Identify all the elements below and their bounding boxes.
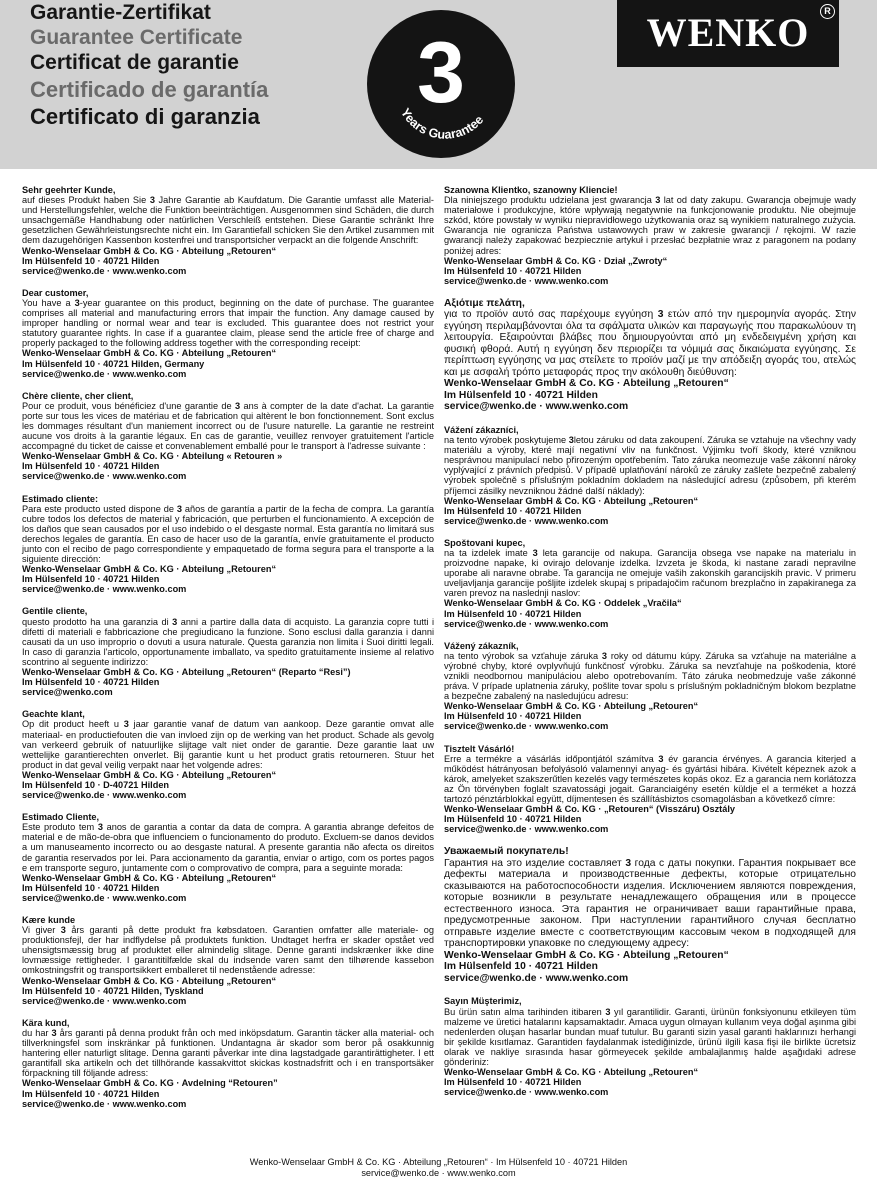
address-line: Wenko-Wenselaar GmbH & Co. KG · Abteilung « Retouren »	[22, 451, 283, 462]
address-line: service@wenko.de · www.wenko.com	[22, 892, 187, 903]
guarantee-block	[444, 538, 856, 629]
guarantee-text: na ta izdelek imate 3 leta garancije od nakupa. Garancija obsega vse napake na materialu in proizvodne napake, ki ovirajo delovanje izdelka. Izvzeta je škoda, ki nastane zaradi nepravilne uporabe ali naravne obrabe. Ta garancija ne omejuje vaših zakonskih garancijskih pravic. V primeru uveljavljanja garancije pošljite izdelek skupaj s pripadajočim računom brezplačno in zapakiranega za varen prevoz na naslednji naslov:	[444, 547, 856, 599]
address-line: Wenko-Wenselaar GmbH & Co. KG · Abteilung „Retouren“	[22, 564, 277, 575]
footer	[0, 1157, 877, 1179]
guarantee-block	[444, 185, 856, 286]
wenko-logo	[617, 0, 839, 67]
title-spanish: Certificado de garantía	[30, 77, 269, 102]
address-line: Im Hülsenfeld 10 · 40721 Hilden	[444, 961, 598, 973]
guarantee-block	[22, 185, 434, 276]
address-line: Wenko-Wenselaar GmbH & Co. KG · Oddelek „Vračila“	[444, 598, 682, 609]
address-line: Wenko-Wenselaar GmbH & Co. KG · Abteilung „Retouren“	[22, 348, 277, 359]
greeting: Уважаемый покупатель!	[444, 846, 569, 858]
address-line: Wenko-Wenselaar GmbH & Co. KG · Avdelning “Retouren”	[22, 1078, 278, 1089]
address-line: Wenko-Wenselaar GmbH & Co. KG · Abteilung „Retouren“	[444, 495, 699, 506]
address-line: Wenko-Wenselaar GmbH & Co. KG · Abteilung „Retouren“	[444, 949, 729, 961]
address-line: Wenko-Wenselaar GmbH & Co. KG · „Retouren“ (Visszáru) Osztály	[444, 804, 735, 815]
footer-contact: service@wenko.de · www.wenko.com	[361, 1168, 516, 1178]
address-line: Wenko-Wenselaar GmbH & Co. KG · Abteilung „Retouren“	[444, 1067, 699, 1078]
guarantee-text: Erre a termékre a vásárlás időpontjától számítva 3 év garancia érvényes. A garancia kiterjed a működést hátrányosan befolyásoló valamennyi anyag- és gyártási hibára. Kivételt képeznek azok a károk, amelyeket szakszerűtlen kezelés vagy természetes kopás okoz. Ez a garancia nem korlátozza az Ön törvényben foglalt szavatossági jogait. Garanciaigény esetén küldje el a terméket a hozzá tartozó pénztárblokkal együtt, díjmentesen és szállításbiztos csomagolásban a következő címre:	[444, 753, 856, 805]
greeting: Szanowna Klientko, szanowny Kliencie!	[444, 185, 618, 195]
guarantee-block	[444, 744, 856, 835]
guarantee-text: na tento výrobok sa vzťahuje záruka 3 roky od dátumu kúpy. Záruka sa vzťahuje na materiálne a výrobné chyby, ktoré ovplyvňujú funkčnosť výrobku. Záruka sa nevzťahuje na poškodenia, ktoré vznikli neodbornou manipuláciou alebo opotrebovaním. Táto záruka neobmedzuje vaše zákonné práva. V prípade uplatnenia záruky, pošlite tovar spolu s príslušným pokladničným blokom bezplatne a bezpečne zabalený na nasledujúcu adresu:	[444, 650, 856, 702]
address-line: Im Hülsenfeld 10 · 40721 Hilden	[444, 389, 598, 401]
guarantee-text: Este produto tem 3 anos de garantia a contar da data de compra. A garantia abrange defeitos de material e de mão-de-obra que influenciem o funcionamento do produto. Excluem-se danos devidos a um manuseamento incorrecto ou ao desgaste natural. A presente garantia não afecta os direitos de garantia reservados por lei. Para accionamento da garantia, enviar o artigo, com os portes pagos e em transporte seguro, juntamente com o comprovativo de compra, para a seguinte morada:	[22, 822, 434, 873]
guarantee-text: Vi giver 3 års garanti på dette produkt fra købsdatoen. Garantien omfatter alle materiale- og produktionsfejl, der har indflydelse på produktets funktion. Undtaget herfra er skader opstået ved uhensigtsmæssig brug af produktet eller almindelig slitage. Denne garanti indskrænker ikke dine lovmæssige rettigheder. I garantitilfælde skal du indsende varen samt den tilhørende kassebon omkostningsfrit og transportsikkert emballeret til nedenstående adresse:	[22, 925, 434, 976]
address-line: Im Hülsenfeld 10 · 40721 Hilden	[22, 677, 160, 688]
greeting: Vážení zákazníci,	[444, 424, 519, 435]
address-line: Wenko-Wenselaar GmbH & Co. KG · Abteilung „Retouren“	[444, 701, 699, 712]
address-line: service@wenko.de · www.wenko.com	[444, 515, 609, 526]
address-line: service@wenko.de · www.wenko.com	[22, 471, 187, 482]
guarantee-block	[22, 391, 434, 482]
address-line: service@wenko.de · www.wenko.com	[444, 972, 629, 984]
greeting: Tisztelt Vásárló!	[444, 743, 515, 754]
address-line: Im Hülsenfeld 10 · 40721 Hilden, Germany	[22, 358, 205, 369]
address-line: service@wenko.com	[22, 687, 113, 698]
address-line: Im Hülsenfeld 10 · 40721 Hilden	[22, 255, 160, 266]
guarantee-block	[444, 641, 856, 732]
guarantee-block	[444, 996, 856, 1097]
title-german: Garantie-Zertifikat	[30, 1, 211, 24]
address-line: Wenko-Wenselaar GmbH & Co. KG · Abteilung „Retouren“	[22, 872, 277, 883]
greeting: Kære kunde	[22, 915, 76, 925]
address-line: service@wenko.de · www.wenko.com	[444, 1087, 609, 1098]
badge-text: Years Guarantee	[397, 105, 487, 142]
guarantee-text: na tento výrobek poskytujeme 3letou záruku od data zakoupení. Záruka se vztahuje na všechny vady materiálu a výroby, které mají negativní vliv na funkčnost. Výjimku tvoří škody, které vzniknou nesprávnou manipulací nebo přirozeným opotřebením. Tato záruka neomezuje vaše zákonní nároky vyplývající z právních předpisů. V případě uplatňování nároků ze záruky zašlete bezpečně zabalený výrobek společně s příslušným pokladním dokladem na následující adresu (způsobem, při kterém příjemci zásilky nevzniknou žádné další náklady):	[444, 435, 856, 496]
header-band	[0, 0, 877, 169]
guarantee-block	[22, 288, 434, 379]
address-line: Im Hülsenfeld 10 · 40721 Hilden	[444, 814, 582, 825]
greeting: Vážený zákazník,	[444, 640, 519, 651]
address-line: Im Hülsenfeld 10 · 40721 Hilden	[444, 265, 582, 276]
guarantee-text: Bu ürün satın alma tarihinden itibaren 3 yıl garantilidir. Garanti, ürünün fonksiyonunu etkileyen tüm malzeme ve üretici hatalarını kapsamaktadır. Amaca uygun olmayan kullanım veya doğal aşınma gibi nedenlerden oluşan hasarlar bundan muaf tutulur. Bu garanti sizin yasal garanti haklarınızı herhangi bir şekilde kısıtlamaz. Garantiden faydalanmak istediğinizde, ürünü ilgili kasa fişi ile birlikte ücretsiz olarak ve nakliye sırasında hasar görmeyecek şekilde ambalajlanmış halde aşağıdaki adrese gönderiniz:	[444, 1006, 856, 1067]
address-line: service@wenko.de · www.wenko.com	[22, 995, 187, 1006]
title-english: Guarantee Certificate	[30, 26, 243, 49]
greeting: Estimado cliente:	[22, 493, 99, 504]
guarantee-text: για το προϊόν αυτό σας παρέχουμε εγγύηση 3 ετών από την ημερομηνία αγοράς. Στην εγγύηση περιλαμβάνονται όλα τα σφάλματα υλικών και παραγωγής που παρακωλύουν τη λειτουργία. Εξαιρούνται βλάβες που δημιουργούνται από μη ενδεδειγμένη χρήση και φυσική φθορά. Αυτή η εγγύηση δεν περιορίζει τα νόμιμά σας δικαιώματα εγγύησης. Σε περίπτωση εγγύησης να μας στείλετε το προϊόν μαζί με την απόδειξη αγοράς του, ατελώς και με ασφαλή τρόπο μεταφοράς προς την ακόλουθη διεύθυνση:	[444, 309, 856, 378]
guarantee-text: du har 3 års garanti på denna produkt från och med inköpsdatum. Garantin täcker alla material- och tillverkningsfel som inskränkar på funktionen. Undantagna är skador som beror på osakkunnig hantering eller naturligt slitage. Denna garanti påverkar inte dina lagstadgade garantirättigheter. I ett garantifall ska artikeln och det tillhörande kassakvittot skickas kostnadsfritt och i en transportsäker förpackning till följande adress:	[22, 1027, 434, 1079]
address-line: Im Hülsenfeld 10 · 40721 Hilden	[22, 1088, 160, 1099]
address-line: Im Hülsenfeld 10 · 40721 Hilden	[444, 711, 582, 722]
address-line: Im Hülsenfeld 10 · 40721 Hilden	[444, 505, 582, 516]
guarantee-text: Op dit product heeft u 3 jaar garantie vanaf de datum van aankoop. Deze garantie omvat alle materiaal- en productiefouten die van invloed zijn op de werking van het product. Schade als gevolg van verkeerd gebruik of natuurlijke slijtage valt niet onder de garantie. Deze garantie laat uw wettelijke garantierechten onverlet. Bij garantie kunt u het product gratis retourneren. Stuur het product in dat geval veilig verpakt naar het volgende adres:	[22, 719, 434, 770]
greeting: Sehr geehrter Kunde,	[22, 185, 116, 195]
guarantee-block	[22, 606, 434, 697]
guarantee-text: questo prodotto ha una garanzia di 3 anni a partire dalla data di acquisto. La garanzia copre tutti i difetti di materiali e fabbricazione che pregiudicano la funzione. Sono esclusi dalla garanzia i danni causati da un uso improprio o dovuti a usura naturale. Questa garanzia non limita i Suoi diritti legali. In caso di garanzia l'articolo, opportunamente imballato, va spedito gratuitamente insieme al relativo scontrino al seguente indirizzo:	[22, 616, 434, 667]
address-line: Im Hülsenfeld 10 · 40721 Hilden	[22, 574, 160, 585]
years-guarantee-badge-icon	[365, 8, 517, 160]
address-line: Im Hülsenfeld 10 · 40721 Hilden	[22, 461, 160, 472]
guarantee-block	[22, 494, 434, 595]
address-line: service@wenko.de · www.wenko.com	[22, 584, 187, 595]
badge-number: 3	[417, 25, 465, 121]
guarantee-block	[22, 915, 434, 1006]
address-line: Im Hülsenfeld 10 · 40721 Hilden	[22, 882, 160, 893]
guarantee-block	[22, 1018, 434, 1109]
left-column	[22, 185, 434, 1121]
address-line: Wenko-Wenselaar GmbH & Co. KG · Abteilung „Retouren“	[22, 245, 277, 256]
guarantee-text: Dla niniejszego produktu udzielana jest gwarancja 3 lat od daty zakupu. Gwarancja obejmuje wady materiałowe i produkcyjne, które wpływają negatywnie na funkcjonowanie produktu. Nie obejmuje szkód, które powstały w wyniku niepravidłowego użytkowania oraz są wynikiem naturalnego zużycia. Gwarancja nie ogranicza Państwa ustawowych praw w zakresie gwarancji / rękojmi. W razie gwarancji należy zapakować bezpiecznie artykuł i przesłać bezpłatnie wraz z paragonem na podany poniżej adres:	[444, 195, 856, 256]
guarantee-block	[444, 298, 856, 413]
address-line: service@wenko.de · www.wenko.com	[444, 721, 609, 732]
address-line: Im Hülsenfeld 10 · D-40721 Hilden	[22, 779, 170, 790]
address-line: service@wenko.de · www.wenko.com	[444, 401, 629, 413]
guarantee-text: Pour ce produit, vous bénéficiez d'une garantie de 3 ans à compter de la date d'achat. La garantie porte sur tous les vices de matériau et de fabrication qui altèrent le bon fonctionnement. Sont exclus les dommages résultant d'un maniement incorrect ou de l'usure naturelle. La garantie ne restreint aucune vos droits à la garantie légaux. En cas de garantie, veuillez renvoyer gratuitement l'article accompagné du ticket de caisse et convenablement emballé pour le transport à l'adresse suivante :	[22, 400, 434, 452]
greeting: Geachte klant,	[22, 709, 85, 720]
address-line: Wenko-Wenselaar GmbH & Co. KG · Abteilung „Retouren“ (Reparto “Resi”)	[22, 667, 351, 678]
greeting: Kära kund,	[22, 1017, 70, 1028]
greeting: Spoštovani kupec,	[444, 537, 526, 548]
logo-text: WENKO	[646, 10, 810, 55]
greeting: Αξιότιμε πελάτη,	[444, 297, 525, 309]
address-line: Wenko-Wenselaar GmbH & Co. KG · Abteilung „Retouren“	[444, 378, 729, 390]
guarantee-text: auf dieses Produkt haben Sie 3 Jahre Garantie ab Kaufdatum. Die Garantie umfasst alle Material- und Herstellungsfehler, welche die Funktion beeinträchtigen. Ausgenommen sind Schäden, die durch unsachgemäße Handhabung oder natürlichen Verschleiß entstehen. Diese Garantie schränkt Ihre gesetzlichen Gewährleistungsrechte nicht ein. Im Garantiefall schicken Sie den Artikel zusammen mit dem dazugehörigen Kassenbon kostenfrei und transportsicher verpackt an die folgende Anschrift:	[22, 195, 434, 246]
footer-address: Wenko-Wenselaar GmbH & Co. KG · Abteilung „Retouren“ · Im Hülsenfeld 10 · 40721 Hilden	[249, 1157, 628, 1167]
greeting: Chère cliente, cher client,	[22, 390, 134, 401]
guarantee-text: You have a 3-year guarantee on this product, beginning on the date of purchase. The guarantee comprises all material and manufacturing errors that impair the function. Any damage caused by improper handling or normal wear and tear is excluded. This guarantee does not restrict your statutory guarantee rights. In case if a guarantee claim, please send the article free of charge and properly packaged to the following address together with the corresponding receipt:	[22, 297, 434, 349]
address-line: service@wenko.de · www.wenko.com	[22, 265, 187, 276]
guarantee-text: Para este producto usted dispone de 3 años de garantía a partir de la fecha de compra. La garantía cubre todos los defectos de material y fabricación, que perturben el funcionamiento. A excepción de los daños que sean causados por el uso indebido o el desgaste normal. Esta garantía no limitará sus derechos legales de garantía. En caso de hacer uso de la garantía, envíe gratuitamente el producto junto con el recibo de pago correspondiente y empaquetado de forma segura para el transporte a la siguiente dirección:	[22, 503, 434, 565]
guarantee-block	[444, 425, 856, 526]
guarantee-block	[22, 709, 434, 800]
address-line: Wenko-Wenselaar GmbH & Co. KG · Dział „Zwroty“	[444, 255, 668, 266]
guarantee-block	[444, 846, 856, 984]
right-column	[444, 185, 856, 1109]
address-line: service@wenko.de · www.wenko.com	[22, 368, 187, 379]
address-line: Wenko-Wenselaar GmbH & Co. KG · Abteilung „Retouren“	[22, 975, 277, 986]
address-line: service@wenko.de · www.wenko.com	[22, 790, 187, 801]
greeting: Sayın Müşterimiz,	[444, 996, 522, 1007]
title-french: Certificat de garantie	[30, 51, 239, 74]
greeting: Estimado Cliente,	[22, 812, 100, 823]
greeting: Dear customer,	[22, 287, 89, 298]
title-italian: Certificato di garanzia	[30, 104, 260, 129]
address-line: Im Hülsenfeld 10 · 40721 Hilden	[444, 1077, 582, 1088]
guarantee-block	[22, 812, 434, 903]
greeting: Gentile cliente,	[22, 606, 88, 617]
address-line: Im Hülsenfeld 10 · 40721 Hilden, Tyskland	[22, 985, 204, 996]
address-line: Wenko-Wenselaar GmbH & Co. KG · Abteilung „Retouren“	[22, 769, 277, 780]
address-line: service@wenko.de · www.wenko.com	[444, 824, 609, 835]
address-line: service@wenko.de · www.wenko.com	[444, 618, 609, 629]
guarantee-text: Гарантия на это изделие составляет 3 года с даты покупки. Гарантия покрывает все дефекты материала и производственные дефекты, которые отрицательно сказываются на работоспособности изделия. Исключением являются повреждения, которые возникли в результате ненадлежащего обращения или в процессе естественного износа. Эта гарантия не ограничивает ваши гарантийные права, предусмотренные законом. При наступлении гарантийного случая бесплатно отправьте изделие вместе с соответствующим кассовым чеком в подходящей для транспортировки упаковке по следующему адресу:	[444, 857, 856, 950]
address-line: service@wenko.de · www.wenko.com	[22, 1098, 187, 1109]
registered-mark-icon: R	[820, 4, 835, 19]
address-line: service@wenko.de · www.wenko.com	[444, 275, 609, 286]
address-line: Im Hülsenfeld 10 · 40721 Hilden	[444, 608, 582, 619]
